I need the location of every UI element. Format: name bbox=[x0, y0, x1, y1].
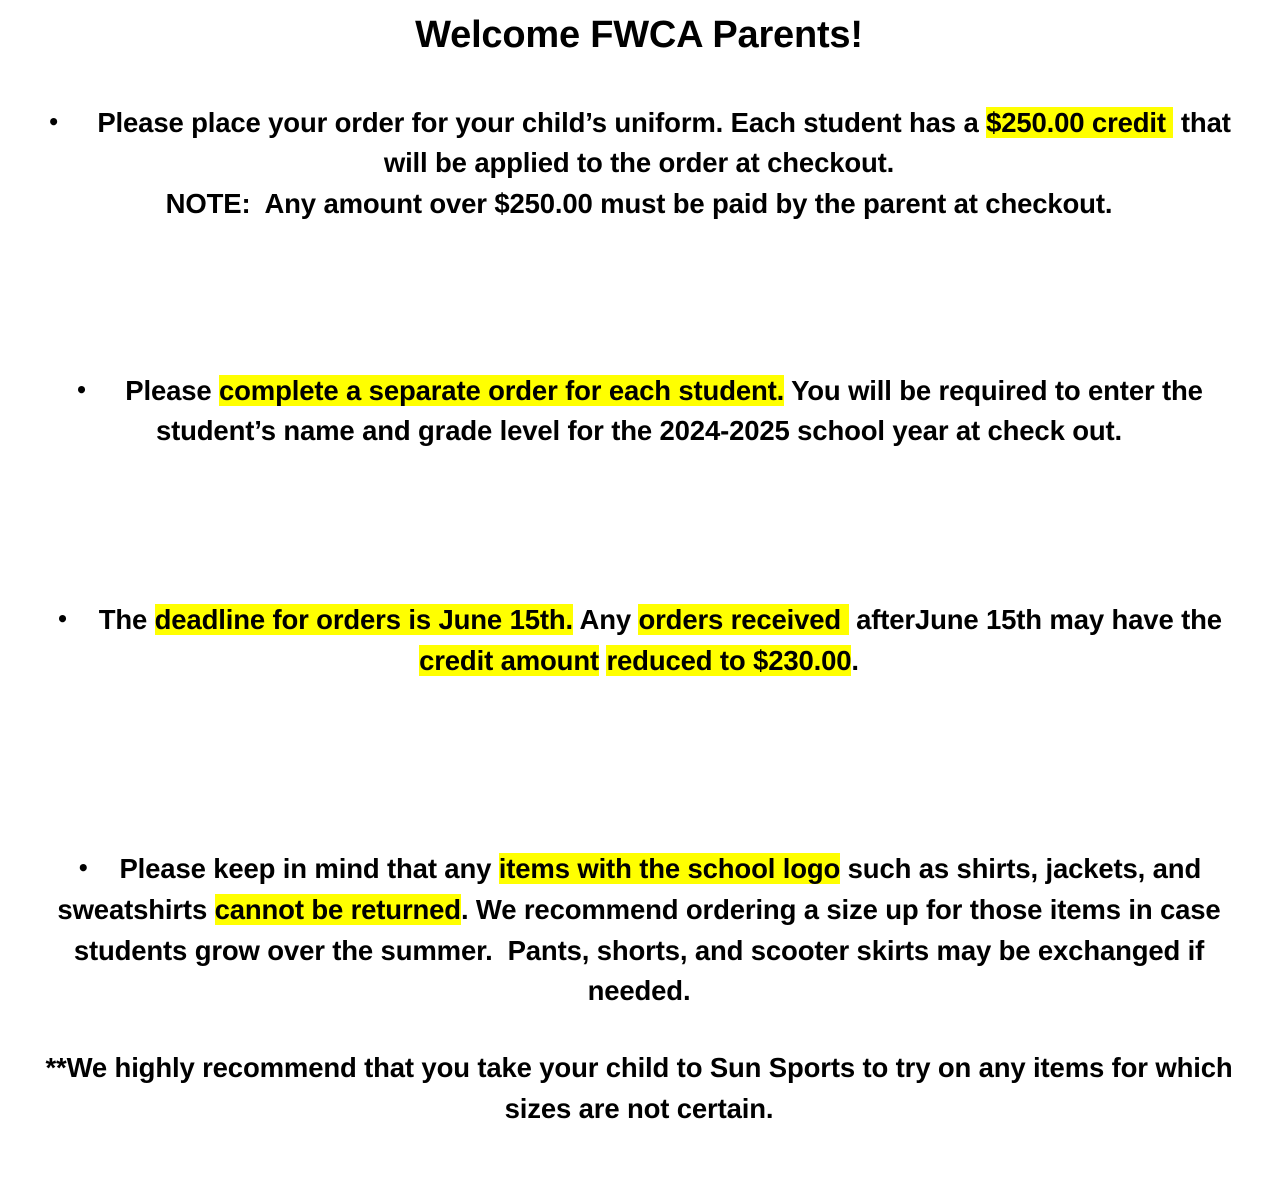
highlight-orders-received: orders received bbox=[638, 603, 842, 635]
highlight-deadline: deadline for orders is June 15th. bbox=[154, 603, 574, 635]
footer-recommendation: **We highly recommend that you take your child to Sun Sports to try on any items for which sizes are not certain. bbox=[45, 1052, 1233, 1124]
highlight-credit-amount-2: credit amount bbox=[419, 644, 599, 676]
bullet-2-lead: Please bbox=[125, 374, 220, 406]
bullet-3-mid: afterJune 15th may have the bbox=[848, 603, 1222, 635]
bullet-3-lead: The bbox=[98, 603, 155, 635]
bullet-4-tail-2: Pants, shorts, and scooter skirts may be exchanged if needed. bbox=[507, 934, 1205, 1007]
note-spacer bbox=[250, 188, 264, 219]
page-title: Welcome FWCA Parents! bbox=[415, 14, 863, 56]
highlight-school-logo-items: items with the school logo bbox=[498, 853, 841, 885]
bullet-glyph: • bbox=[56, 606, 69, 631]
bullet-item-order-credit bbox=[0, 103, 1278, 225]
bullet-glyph: • bbox=[47, 109, 60, 134]
highlight-separate-order: complete a separate order for each student. bbox=[219, 374, 785, 406]
bullet-4-tail: . We recommend ordering a size up for those items in case students grow over the summer. bbox=[73, 894, 1221, 966]
highlight-reduced-amount: reduced to $230.00 bbox=[606, 644, 852, 676]
bullet-item-separate-order bbox=[0, 371, 1278, 452]
bullet-item-deadline bbox=[0, 600, 1278, 681]
highlight-credit-amount: $250.00 credit bbox=[986, 106, 1166, 138]
bullet-glyph: • bbox=[75, 377, 88, 402]
bullet-1-tail: that will be applied to the order at checkout. bbox=[383, 106, 1231, 179]
bullet-4-mid: such as shirts, jackets, and sweatshirts bbox=[57, 853, 1202, 926]
note-label: NOTE: bbox=[165, 187, 251, 219]
note-line bbox=[22, 184, 1256, 225]
bullet-glyph: • bbox=[76, 856, 90, 881]
note-text: Any amount over $250.00 must be paid by the parent at checkout. bbox=[264, 187, 1113, 219]
bullet-2-tail: You will be required to enter the student’s name and grade level for the 2024-2025 school year at check out. bbox=[155, 374, 1203, 447]
highlight-cannot-be-returned: cannot be returned bbox=[214, 894, 461, 926]
bullet-item-returns-policy bbox=[0, 849, 1278, 1012]
bullet-3-gap-1: Any bbox=[573, 603, 639, 635]
bullet-1-lead: Please place your order for your child’s uniform. Each student has a bbox=[97, 106, 987, 138]
bullet-4-tail-spacer bbox=[493, 935, 508, 966]
bullet-4-lead: Please keep in mind that any bbox=[119, 853, 499, 885]
bullet-3-tail: . bbox=[851, 644, 859, 676]
document-page bbox=[0, 14, 1278, 1184]
